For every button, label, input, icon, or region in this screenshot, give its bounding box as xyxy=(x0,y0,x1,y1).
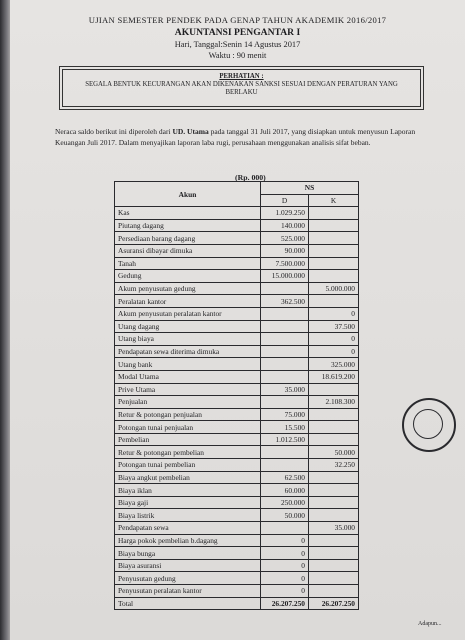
total-row xyxy=(115,597,359,610)
table-row xyxy=(115,421,359,434)
account-name: Biaya asuransi xyxy=(115,559,261,572)
table-row xyxy=(115,383,359,396)
debit-value: 140.000 xyxy=(261,219,309,232)
university-seal xyxy=(402,398,456,452)
credit-value xyxy=(309,270,359,283)
total-credit: 26.207.250 xyxy=(309,597,359,610)
account-name: Retur & potongan penjualan xyxy=(115,408,261,421)
col-akun: Akun xyxy=(115,182,261,207)
credit-value: 0 xyxy=(309,345,359,358)
account-name: Utang biaya xyxy=(115,333,261,346)
credit-value: 2.108.300 xyxy=(309,396,359,409)
account-name: Biaya listrik xyxy=(115,509,261,522)
credit-value xyxy=(309,232,359,245)
debit-value: 35.000 xyxy=(261,383,309,396)
account-name: Akum penyusutan gedung xyxy=(115,282,261,295)
debit-value: 0 xyxy=(261,572,309,585)
account-name: Biaya angkut pembelian xyxy=(115,471,261,484)
credit-value: 18.619.200 xyxy=(309,370,359,383)
table-row xyxy=(115,496,359,509)
account-name: Modal Utama xyxy=(115,370,261,383)
debit-value: 1.029.250 xyxy=(261,207,309,220)
debit-value xyxy=(261,333,309,346)
credit-value: 5.000.000 xyxy=(309,282,359,295)
debit-value xyxy=(261,345,309,358)
credit-value: 0 xyxy=(309,307,359,320)
debit-value xyxy=(261,320,309,333)
table-row xyxy=(115,433,359,446)
table-row xyxy=(115,509,359,522)
debit-value xyxy=(261,370,309,383)
currency-unit: (Rp. 000) xyxy=(235,173,266,182)
account-name: Piutang dagang xyxy=(115,219,261,232)
account-name: Potongan tunai pembelian xyxy=(115,459,261,472)
total-label: Total xyxy=(115,597,261,610)
credit-value xyxy=(309,207,359,220)
credit-value xyxy=(309,295,359,308)
debit-value: 15.000.000 xyxy=(261,270,309,283)
table-row xyxy=(115,282,359,295)
table-row xyxy=(115,358,359,371)
debit-value: 90.000 xyxy=(261,244,309,257)
credit-value xyxy=(309,244,359,257)
account-name: Pendapatan sewa diterima dimuka xyxy=(115,345,261,358)
account-name: Retur & potongan pembelian xyxy=(115,446,261,459)
notice-box xyxy=(62,69,421,107)
table-row xyxy=(115,219,359,232)
debit-value: 62.500 xyxy=(261,471,309,484)
table-row xyxy=(115,559,359,572)
debit-value xyxy=(261,307,309,320)
credit-value xyxy=(309,585,359,598)
exam-date: Hari, Tanggal:Senin 14 Agustus 2017 xyxy=(174,40,301,49)
credit-value xyxy=(309,547,359,560)
debit-value xyxy=(261,446,309,459)
table-row xyxy=(115,484,359,497)
debit-value: 0 xyxy=(261,534,309,547)
table-row xyxy=(115,471,359,484)
table-row xyxy=(115,244,359,257)
account-name: Potongan tunai penjualan xyxy=(115,421,261,434)
credit-value xyxy=(309,421,359,434)
credit-value: 325.000 xyxy=(309,358,359,371)
debit-value: 250.000 xyxy=(261,496,309,509)
intro-company: UD. Utama xyxy=(172,127,209,136)
credit-value: 50.000 xyxy=(309,446,359,459)
table-row xyxy=(115,534,359,547)
trial-balance-table xyxy=(114,181,359,610)
credit-value xyxy=(309,509,359,522)
debit-value: 0 xyxy=(261,547,309,560)
account-name: Utang bank xyxy=(115,358,261,371)
credit-value xyxy=(309,559,359,572)
account-name: Akum penyusutan peralatan kantor xyxy=(115,307,261,320)
table-row xyxy=(115,408,359,421)
debit-value xyxy=(261,282,309,295)
account-name: Tanah xyxy=(115,257,261,270)
debit-value: 75.000 xyxy=(261,408,309,421)
table-row xyxy=(115,257,359,270)
notice-body: SEGALA BENTUK KECURANGAN AKAN DIKENAKAN SANKSI SESUAI DENGAN PERATURAN YANG BERLAKU xyxy=(85,81,398,97)
table-row xyxy=(115,232,359,245)
credit-value xyxy=(309,219,359,232)
table-row xyxy=(115,459,359,472)
credit-value xyxy=(309,534,359,547)
account-name: Pendapatan sewa xyxy=(115,522,261,535)
exam-title: UJIAN SEMESTER PENDEK PADA GENAP TAHUN AKADEMIK 2016/2017 xyxy=(88,15,387,25)
table-row xyxy=(115,207,359,220)
exam-page xyxy=(10,0,465,640)
debit-value xyxy=(261,396,309,409)
credit-value: 32.250 xyxy=(309,459,359,472)
account-name: Biaya gaji xyxy=(115,496,261,509)
credit-value xyxy=(309,433,359,446)
account-name: Harga pokok pembelian b.dagang xyxy=(115,534,261,547)
debit-value xyxy=(261,358,309,371)
account-name: Peralatan kantor xyxy=(115,295,261,308)
table-row xyxy=(115,522,359,535)
credit-value xyxy=(309,471,359,484)
credit-value xyxy=(309,383,359,396)
debit-value: 1.012.500 xyxy=(261,433,309,446)
col-ns: NS xyxy=(261,182,359,195)
col-k: K xyxy=(309,194,359,207)
notice-title: PERHATIAN : xyxy=(219,73,264,80)
table-row xyxy=(115,333,359,346)
table-row xyxy=(115,345,359,358)
account-name: Penyusutan peralatan kantor xyxy=(115,585,261,598)
intro-post: pada tanggal 31 Juli 2017, yang disiapkan untuk menyusun Laporan Keuangan Juli 2017. Dalam menyajikan laporan laba rugi, perusahaan menggunakan analisis sifat beban. xyxy=(55,127,416,147)
exam-duration: Waktu : 90 menit xyxy=(208,51,267,60)
account-name: Utang dagang xyxy=(115,320,261,333)
credit-value: 35.000 xyxy=(309,522,359,535)
debit-value: 50.000 xyxy=(261,509,309,522)
intro-pre: Neraca saldo berikut ini diperoleh dari xyxy=(55,127,173,136)
debit-value: 0 xyxy=(261,559,309,572)
table-row xyxy=(115,446,359,459)
table-row xyxy=(115,370,359,383)
total-debit: 26.207.250 xyxy=(261,597,309,610)
account-name: Penyusutan gedung xyxy=(115,572,261,585)
table-header-row xyxy=(115,182,359,195)
course-title: AKUNTANSI PENGANTAR I xyxy=(174,27,301,38)
table-row xyxy=(115,572,359,585)
table-row xyxy=(115,547,359,560)
debit-value xyxy=(261,459,309,472)
table-row xyxy=(115,270,359,283)
debit-value: 362.500 xyxy=(261,295,309,308)
col-d: D xyxy=(261,194,309,207)
table-row xyxy=(115,585,359,598)
page-footer: Adapun... xyxy=(418,621,442,627)
credit-value xyxy=(309,496,359,509)
debit-value: 7.500.000 xyxy=(261,257,309,270)
account-name: Kas xyxy=(115,207,261,220)
table-row xyxy=(115,295,359,308)
debit-value: 15.500 xyxy=(261,421,309,434)
debit-value: 525.000 xyxy=(261,232,309,245)
table-row xyxy=(115,307,359,320)
intro-paragraph xyxy=(55,127,445,149)
account-name: Gedung xyxy=(115,270,261,283)
account-name: Persediaan barang dagang xyxy=(115,232,261,245)
account-name: Prive Utama xyxy=(115,383,261,396)
credit-value xyxy=(309,572,359,585)
debit-value: 60.000 xyxy=(261,484,309,497)
table-row xyxy=(115,320,359,333)
account-name: Asuransi dibayar dimuka xyxy=(115,244,261,257)
debit-value xyxy=(261,522,309,535)
account-name: Penjualan xyxy=(115,396,261,409)
table-row xyxy=(115,396,359,409)
account-name: Biaya iklan xyxy=(115,484,261,497)
credit-value xyxy=(309,484,359,497)
credit-value xyxy=(309,257,359,270)
debit-value: 0 xyxy=(261,585,309,598)
credit-value: 37.500 xyxy=(309,320,359,333)
credit-value xyxy=(309,408,359,421)
account-name: Pembelian xyxy=(115,433,261,446)
account-name: Biaya bunga xyxy=(115,547,261,560)
credit-value: 0 xyxy=(309,333,359,346)
